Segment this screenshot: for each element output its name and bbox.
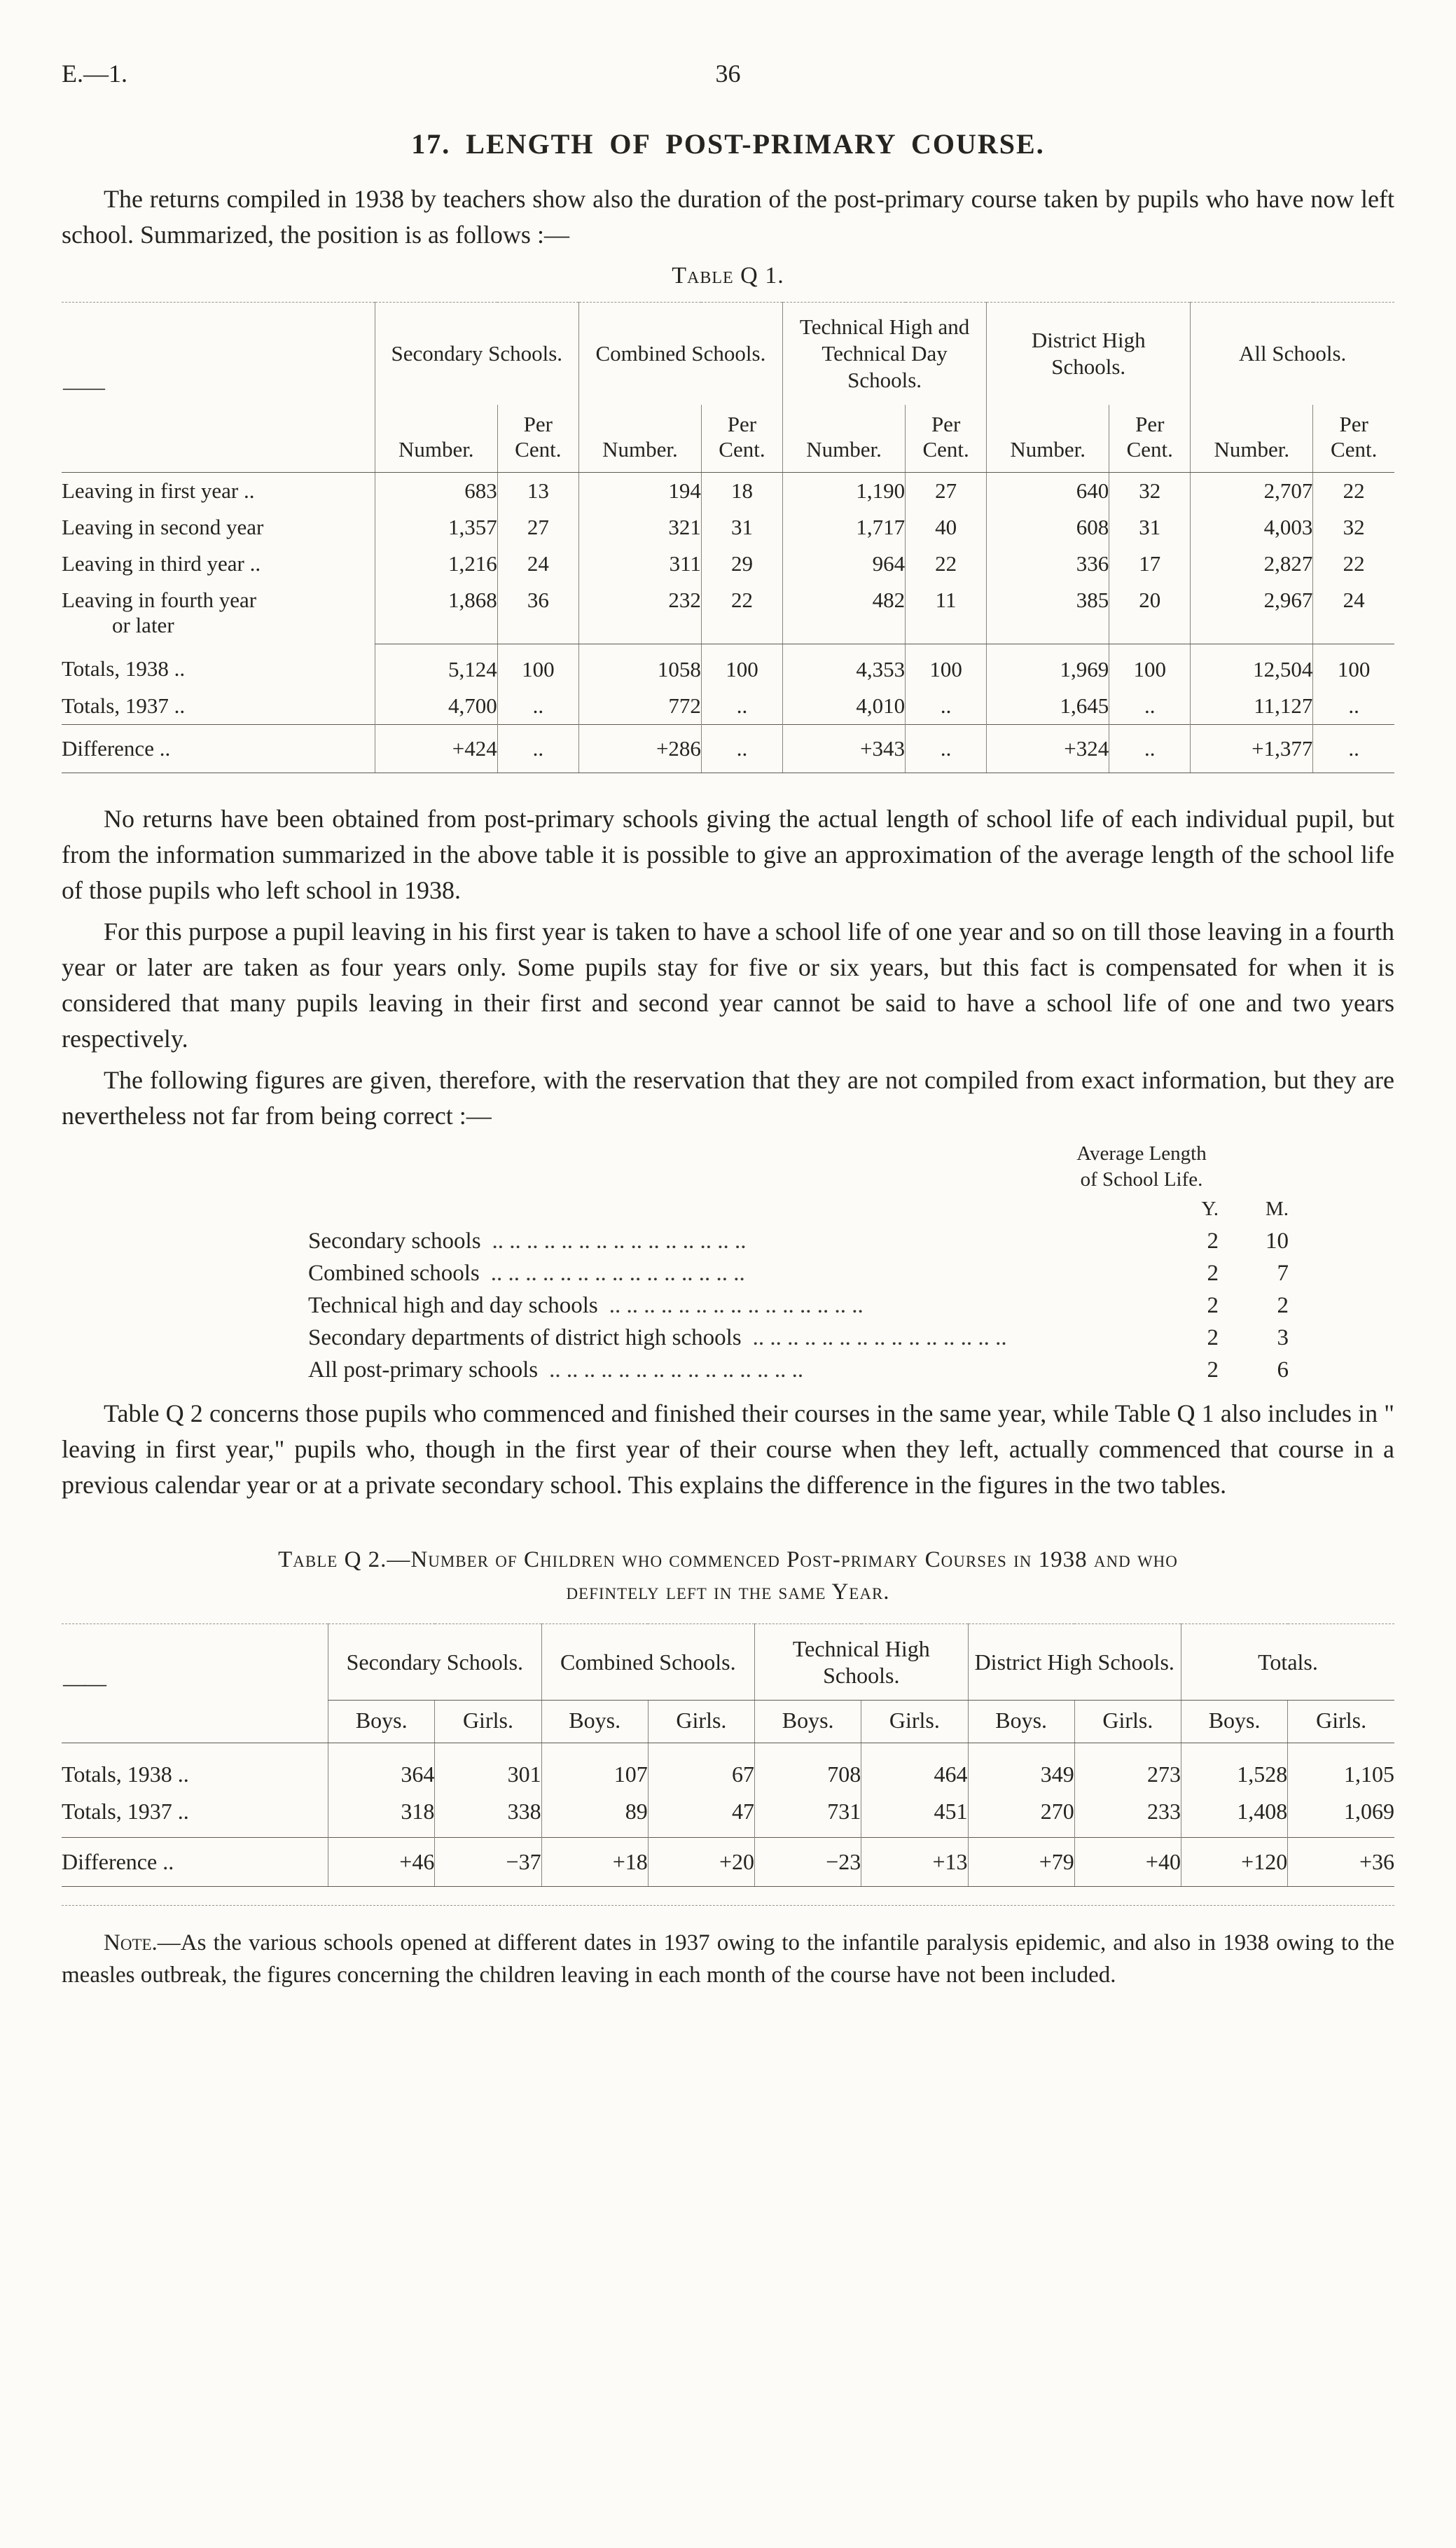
- q2-cell: +120: [1181, 1837, 1287, 1886]
- q2-stub-head: [62, 1623, 328, 1743]
- avg-months: 3: [1277, 1324, 1289, 1350]
- dot-leader: .. .. .. .. .. .. .. .. .. .. .. .. .. .. ..: [752, 1324, 1007, 1350]
- q2-cell: 349: [968, 1743, 1074, 1793]
- q1-cell: 2,707: [1191, 473, 1313, 510]
- q1-cell: +286: [578, 724, 701, 773]
- q2-cell: 1,408: [1181, 1793, 1287, 1838]
- q2-cell: −23: [755, 1837, 861, 1886]
- avg-units-row: [308, 1193, 1289, 1225]
- q2-group-totals: Totals.: [1181, 1623, 1394, 1700]
- q1-row-third-year: [62, 546, 1394, 582]
- q2-cell: 107: [541, 1743, 648, 1793]
- q2-cell: 338: [435, 1793, 541, 1838]
- q1-cell: ..: [906, 724, 987, 773]
- q1-row-second-year: [62, 509, 1394, 546]
- q2-cell: 301: [435, 1743, 541, 1793]
- q1-cell: ..: [497, 688, 578, 725]
- avg-row-secondary: [308, 1225, 1289, 1257]
- q1-cell: ..: [497, 724, 578, 773]
- avg-row-all: [308, 1354, 1289, 1386]
- q1-group-row: [62, 303, 1394, 406]
- q1-row-label: Leaving in second year: [62, 515, 264, 539]
- table-q2: [62, 1623, 1394, 1887]
- stub-dash: ——: [63, 375, 104, 399]
- q1-subhead: Number.: [783, 405, 906, 473]
- q1-cell: 1,868: [375, 582, 497, 644]
- q2-caption-line2: defintely left in the same Year.: [566, 1579, 890, 1605]
- q2-cell: 318: [328, 1793, 435, 1838]
- q2-cell: 1,105: [1288, 1743, 1394, 1793]
- q2-cell: +40: [1074, 1837, 1181, 1886]
- q1-cell: 1,190: [783, 473, 906, 510]
- q1-cell: 608: [987, 509, 1109, 546]
- q2-group-secondary: Secondary Schools.: [328, 1623, 541, 1700]
- q2-row-label: Totals, 1938 ..: [62, 1761, 189, 1787]
- q1-cell: 1,216: [375, 546, 497, 582]
- q1-cell: +343: [783, 724, 906, 773]
- q1-cell: 964: [783, 546, 906, 582]
- avg-years: 2: [1207, 1228, 1219, 1254]
- table-q2-caption: [62, 1544, 1394, 1608]
- avg-years: 2: [1207, 1324, 1219, 1350]
- q1-cell: 232: [578, 582, 701, 644]
- q2-group-row: [62, 1623, 1394, 1700]
- note-label: Note.: [104, 1930, 158, 1955]
- q1-cell: 22: [906, 546, 987, 582]
- q2-subhead: Girls.: [435, 1700, 541, 1743]
- q1-row-totals-1938: [62, 644, 1394, 688]
- dot-leader: .. .. .. .. .. .. .. .. .. .. .. .. .. .. ..: [490, 1260, 745, 1286]
- q2-row-label: Difference ..: [62, 1837, 328, 1886]
- q1-cell: 32: [1109, 473, 1191, 510]
- q1-row-label: Difference ..: [62, 724, 375, 773]
- q1-cell: 11,127: [1191, 688, 1313, 725]
- q2-subhead: Boys.: [755, 1700, 861, 1743]
- q1-cell: 100: [1313, 644, 1394, 688]
- avg-unit-months: M.: [1265, 1197, 1289, 1220]
- q1-cell: 31: [701, 509, 782, 546]
- q1-cell: 24: [497, 546, 578, 582]
- q2-subhead: Girls.: [1288, 1700, 1394, 1743]
- q1-cell: 100: [497, 644, 578, 688]
- note-text: —As the various schools opened at different dates in 1937 owing to the infantile paralysis epidemic, and also in 1938 owing to the measles outbreak, the figures concerning the children leaving in each month of the course have not been included.: [62, 1930, 1394, 1988]
- avg-years: 2: [1207, 1260, 1219, 1286]
- q2-subhead: Girls.: [1074, 1700, 1181, 1743]
- q1-cell: 32: [1313, 509, 1394, 546]
- q1-cell: 1,357: [375, 509, 497, 546]
- q1-cell: 22: [1313, 473, 1394, 510]
- q2-cell: 731: [755, 1793, 861, 1838]
- q2-cell: +13: [861, 1837, 968, 1886]
- q1-cell: ..: [1313, 688, 1394, 725]
- q1-row-label: Totals, 1937 ..: [62, 693, 186, 718]
- q2-cell: 708: [755, 1743, 861, 1793]
- q1-cell: 100: [1109, 644, 1191, 688]
- q2-cell: 464: [861, 1743, 968, 1793]
- q1-row-first-year: [62, 473, 1394, 510]
- q1-cell: 1,645: [987, 688, 1109, 725]
- q2-cell: 1,069: [1288, 1793, 1394, 1838]
- average-length-header: [994, 1141, 1289, 1193]
- q2-caption-line1: Table Q 2.—Number of Children who commenced Post-primary Courses in 1938 and who: [278, 1546, 1178, 1572]
- q2-group-technical: Technical High Schools.: [755, 1623, 968, 1700]
- avg-row-district: [308, 1322, 1289, 1354]
- q1-cell: 4,353: [783, 644, 906, 688]
- q1-cell: 4,010: [783, 688, 906, 725]
- avg-header-line1: Average Length: [1076, 1142, 1207, 1165]
- q1-subhead: Number.: [375, 405, 497, 473]
- q1-cell: 5,124: [375, 644, 497, 688]
- q1-cell: 13: [497, 473, 578, 510]
- q1-cell: 17: [1109, 546, 1191, 582]
- table-q1: [62, 302, 1394, 773]
- q1-cell: 11: [906, 582, 987, 644]
- avg-unit-years: Y.: [1201, 1197, 1219, 1220]
- paragraph-figures: The following figures are given, therefore, with the reservation that they are not compiled from exact information, but they are nevertheless not far from being correct :—: [62, 1065, 1394, 1130]
- q1-cell: 4,700: [375, 688, 497, 725]
- q1-cell: 20: [1109, 582, 1191, 644]
- q1-cell: 311: [578, 546, 701, 582]
- q1-cell: ..: [906, 688, 987, 725]
- q1-cell: 1,717: [783, 509, 906, 546]
- q1-group-secondary: Secondary Schools.: [375, 303, 578, 406]
- q1-row-label: [62, 582, 375, 644]
- q1-cell: +324: [987, 724, 1109, 773]
- q2-cell: 364: [328, 1743, 435, 1793]
- avg-months: 10: [1266, 1228, 1289, 1254]
- avg-row-combined: [308, 1257, 1289, 1289]
- q2-row-label: Totals, 1937 ..: [62, 1798, 189, 1824]
- q2-cell: +79: [968, 1837, 1074, 1886]
- q1-cell: 683: [375, 473, 497, 510]
- doc-ref: E.—1.: [62, 60, 127, 88]
- q2-cell: +46: [328, 1837, 435, 1886]
- note-paragraph: [62, 1927, 1394, 1991]
- q1-subhead: Per Cent.: [497, 405, 578, 473]
- q2-row-totals-1937: [62, 1793, 1394, 1838]
- paragraph-no-returns: No returns have been obtained from post-primary schools giving the actual length of school life of each individual pupil, but from the information summarized in the above table it is possible to give an approximation of the average length of the school life of those pupils who left school in 1938.: [62, 804, 1394, 904]
- q1-cell: ..: [1109, 688, 1191, 725]
- avg-label: Secondary schools: [308, 1228, 481, 1254]
- section-title: 17. LENGTH OF POST-PRIMARY COURSE.: [411, 128, 1045, 160]
- q2-cell: 233: [1074, 1793, 1181, 1838]
- q2-cell: +20: [648, 1837, 754, 1886]
- avg-header-line2: of School Life.: [1080, 1168, 1203, 1191]
- q1-cell: 29: [701, 546, 782, 582]
- q2-cell: +36: [1288, 1837, 1394, 1886]
- q1-row-label: Leaving in first year ..: [62, 478, 255, 503]
- paragraph-q2-intro: Table Q 2 concerns those pupils who commenced and finished their courses in the same year, while Table Q 1 also includes in " leaving in first year," pupils who, though in the first year of their course when they left, actually commenced that course in a previous calendar year or at a private secondary school. This explains the difference in the figures in the two tables.: [62, 1399, 1394, 1499]
- q1-subhead: Per Cent.: [906, 405, 987, 473]
- dot-leader: .. .. .. .. .. .. .. .. .. .. .. .. .. .. ..: [549, 1357, 804, 1383]
- q2-cell: 67: [648, 1743, 754, 1793]
- dot-leader: .. .. .. .. .. .. .. .. .. .. .. .. .. .. ..: [492, 1228, 747, 1254]
- q1-subhead: Number.: [987, 405, 1109, 473]
- q1-row-label: Leaving in third year ..: [62, 551, 261, 576]
- avg-months: 6: [1277, 1357, 1289, 1383]
- q1-subhead: Number.: [578, 405, 701, 473]
- table-q1-caption: Table Q 1.: [672, 263, 784, 289]
- q2-row-totals-1938: [62, 1743, 1394, 1793]
- q2-cell: −37: [435, 1837, 541, 1886]
- q2-group-district: District High Schools.: [968, 1623, 1181, 1700]
- q1-cell: 40: [906, 509, 987, 546]
- divider: [62, 1905, 1394, 1906]
- q2-subhead: Girls.: [648, 1700, 754, 1743]
- q1-cell: ..: [701, 724, 782, 773]
- q2-subhead: Boys.: [541, 1700, 648, 1743]
- q1-cell: 27: [906, 473, 987, 510]
- q1-cell: 36: [497, 582, 578, 644]
- q1-cell: 640: [987, 473, 1109, 510]
- q1-cell: 1058: [578, 644, 701, 688]
- q2-cell: 47: [648, 1793, 754, 1838]
- q1-row-label-line1: Leaving in fourth year: [62, 588, 257, 612]
- q1-cell: 772: [578, 688, 701, 725]
- q2-subhead: Girls.: [861, 1700, 968, 1743]
- avg-label: Secondary departments of district high schools: [308, 1324, 742, 1350]
- q2-subhead: Boys.: [1181, 1700, 1287, 1743]
- q1-cell: 22: [1313, 546, 1394, 582]
- stub-dash: ——: [63, 1670, 105, 1696]
- avg-months: 2: [1277, 1292, 1289, 1318]
- q1-group-combined: Combined Schools.: [578, 303, 782, 406]
- average-length-block: [308, 1141, 1289, 1386]
- q1-cell: 12,504: [1191, 644, 1313, 688]
- q1-cell: 321: [578, 509, 701, 546]
- q1-group-district: District High Schools.: [987, 303, 1191, 406]
- q2-subhead: Boys.: [968, 1700, 1074, 1743]
- q1-subhead: Per Cent.: [1109, 405, 1191, 473]
- q1-cell: +424: [375, 724, 497, 773]
- q1-cell: 336: [987, 546, 1109, 582]
- q1-cell: ..: [1313, 724, 1394, 773]
- q1-cell: 100: [906, 644, 987, 688]
- avg-label: All post-primary schools: [308, 1357, 539, 1383]
- avg-label: Combined schools: [308, 1260, 480, 1286]
- q1-cell: ..: [1109, 724, 1191, 773]
- avg-row-technical: [308, 1289, 1289, 1322]
- avg-years: 2: [1207, 1357, 1219, 1383]
- q1-subhead: Number.: [1191, 405, 1313, 473]
- page-header: [62, 59, 1394, 95]
- q1-group-technical: Technical High and Technical Day Schools.: [783, 303, 987, 406]
- q2-cell: 89: [541, 1793, 648, 1838]
- q2-cell: 451: [861, 1793, 968, 1838]
- q1-cell: 482: [783, 582, 906, 644]
- q1-cell: +1,377: [1191, 724, 1313, 773]
- q1-row-totals-1937: [62, 688, 1394, 725]
- q2-subhead: Boys.: [328, 1700, 435, 1743]
- q1-subhead: Per Cent.: [701, 405, 782, 473]
- q1-cell: 2,967: [1191, 582, 1313, 644]
- q1-cell: 31: [1109, 509, 1191, 546]
- q1-row-fourth-year: [62, 582, 1394, 644]
- q1-cell: 4,003: [1191, 509, 1313, 546]
- q1-cell: 194: [578, 473, 701, 510]
- q1-cell: 385: [987, 582, 1109, 644]
- q2-row-difference: [62, 1837, 1394, 1886]
- q1-stub-head: [62, 303, 375, 473]
- q2-cell: 273: [1074, 1743, 1181, 1793]
- q1-row-difference: [62, 724, 1394, 773]
- q1-cell: 18: [701, 473, 782, 510]
- avg-years: 2: [1207, 1292, 1219, 1318]
- q1-row-label: Totals, 1938 ..: [62, 656, 186, 681]
- q2-cell: 270: [968, 1793, 1074, 1838]
- q1-subhead: Per Cent.: [1313, 405, 1394, 473]
- q1-cell: 24: [1313, 582, 1394, 644]
- q1-group-all: All Schools.: [1191, 303, 1394, 406]
- q1-cell: ..: [701, 688, 782, 725]
- q1-cell: 22: [701, 582, 782, 644]
- q1-cell: 27: [497, 509, 578, 546]
- dot-leader: .. .. .. .. .. .. .. .. .. .. .. .. .. .. ..: [609, 1292, 864, 1318]
- avg-label: Technical high and day schools: [308, 1292, 598, 1318]
- q1-cell: 2,827: [1191, 546, 1313, 582]
- q1-cell: 1,969: [987, 644, 1109, 688]
- avg-months: 7: [1277, 1260, 1289, 1286]
- q1-row-label-line2: or later: [112, 613, 174, 637]
- q2-group-combined: Combined Schools.: [541, 1623, 754, 1700]
- q2-cell: +18: [541, 1837, 648, 1886]
- paragraph-purpose: For this purpose a pupil leaving in his first year is taken to have a school life of one year and so on till those leaving in a fourth year or later are taken as four years only. Some pupils stay for five or six years, but this fact is compensated for when it is considered that many pupils leaving in their first and second year cannot be said to have a school life of one and two years respectively.: [62, 917, 1394, 1053]
- q2-cell: 1,528: [1181, 1743, 1287, 1793]
- q1-cell: 100: [701, 644, 782, 688]
- paragraph-intro: The returns compiled in 1938 by teachers show also the duration of the post-primary course taken by pupils who have now left school. Summarized, the position is as follows :—: [62, 185, 1394, 249]
- page-number: 36: [715, 60, 741, 88]
